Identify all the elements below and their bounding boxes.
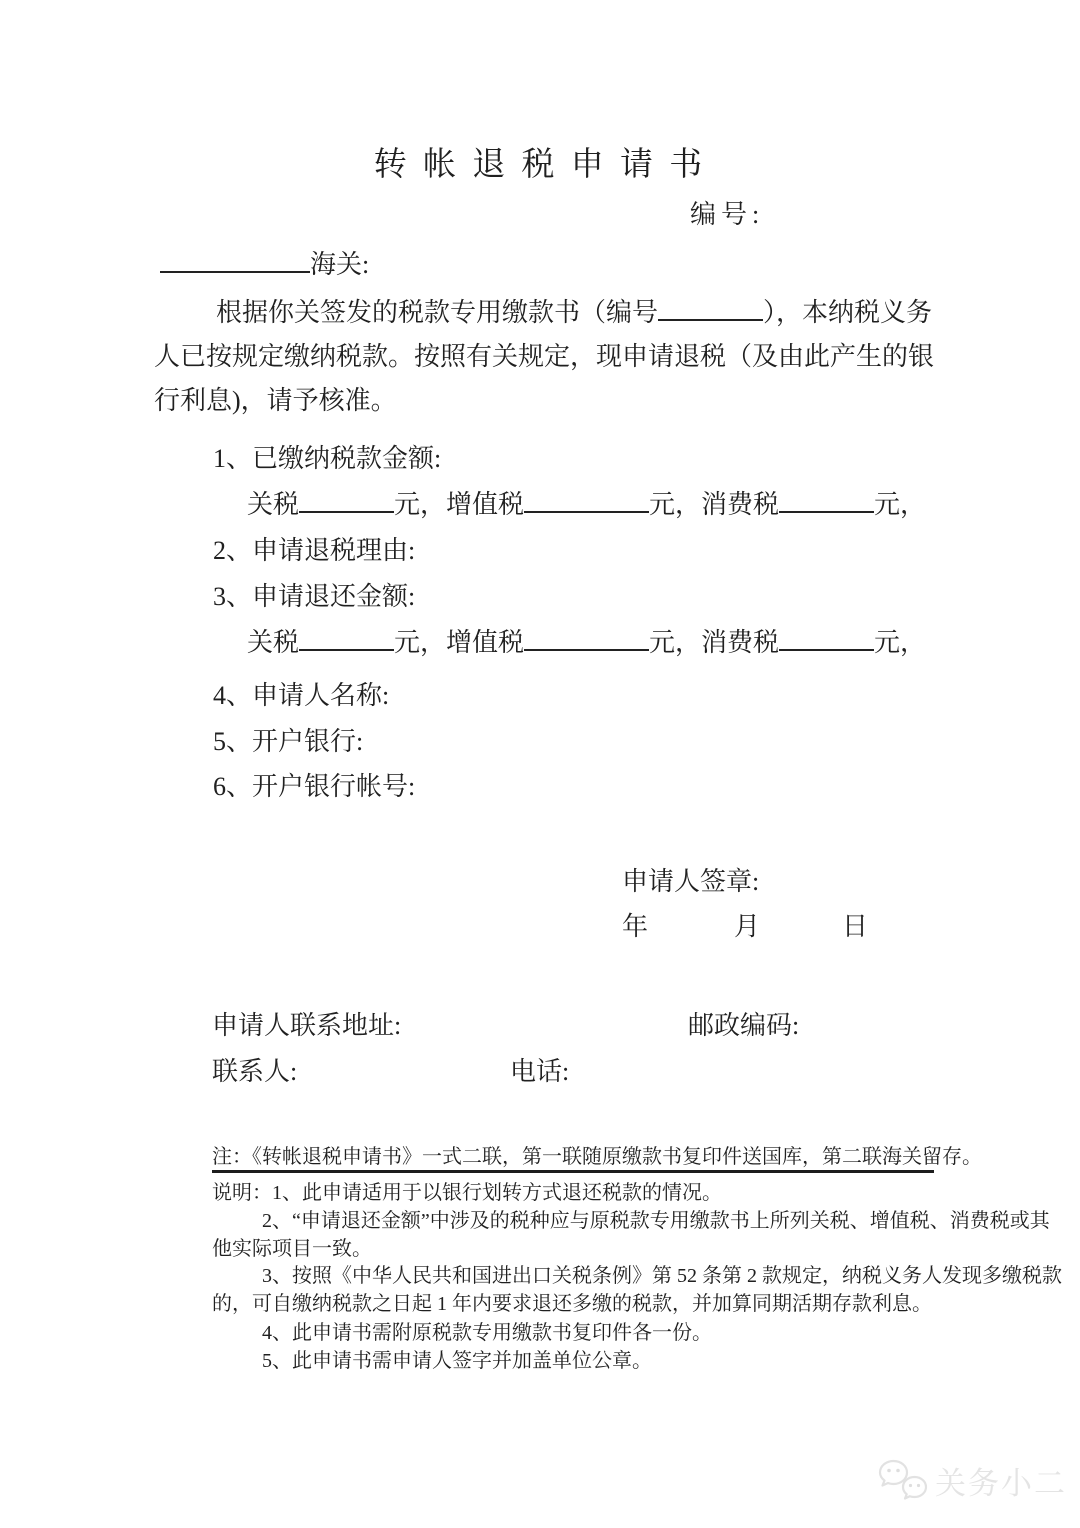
customs-salutation (160, 249, 369, 280)
customs-duty-label: 关税 (247, 490, 300, 519)
paid-consumption-tax-blank (779, 509, 874, 513)
wechat-chat-bubbles-icon (876, 1459, 930, 1503)
item-refund-reason: 2、申请退税理由: (213, 536, 416, 565)
intro-line-1 (216, 297, 932, 328)
item-refund-amount: 3、申请退还金额: (213, 582, 416, 611)
postcode-label: 邮政编码: (688, 1011, 800, 1040)
intro-line-3: 行利息)，请予核准。 (154, 386, 397, 415)
month-label: 月 (734, 912, 761, 941)
item-applicant-name: 4、申请人名称: (213, 681, 390, 710)
paid-tax-amount-row (247, 489, 926, 520)
contact-person-label: 联系人: (212, 1057, 298, 1086)
yuan-trailing: 元， (874, 628, 927, 657)
paid-customs-duty-blank (299, 509, 394, 513)
remark-2-line-1: 2、“申请退还金额”中涉及的税种应与原税款专用缴款书上所列关税、增值税、消费税或其 (262, 1210, 1050, 1232)
refund-consumption-tax-blank (779, 647, 874, 651)
watermark-text: 关务小二 (935, 1466, 1067, 1501)
vat-label: 元，增值税 (394, 490, 525, 519)
customs-label: 海关: (310, 250, 370, 279)
refund-tax-amount-row (247, 627, 926, 658)
document-number-label: 编号: (690, 200, 765, 229)
item-bank-name: 5、开户银行: (213, 727, 364, 756)
date-line (622, 911, 868, 942)
remark-3-line-1: 3、按照《中华人民共和国进出口关税条例》第 52 条第 2 款规定，纳税义务人发现多缴税款 (262, 1265, 1062, 1287)
intro-line-2: 人已按规定缴纳税款。按照有关规定，现申请退税（及由此产生的银 (154, 342, 935, 371)
remark-5: 5、此申请书需申请人签字并加盖单位公章。 (262, 1350, 652, 1372)
item-paid-tax-amount: 1、已缴纳税款金额: (213, 444, 442, 473)
page-title: 转 帐 退 税 申 请 书 (373, 147, 707, 183)
consumption-tax-label: 元，消费税 (649, 490, 780, 519)
customs-duty-label: 关税 (247, 628, 300, 657)
note-separator-line (212, 1170, 934, 1173)
intro-line-1-text: 根据你关签发的税款专用缴款书（编号 (216, 298, 659, 327)
contact-address-label: 申请人联系地址: (212, 1011, 402, 1040)
watermark (876, 1458, 1067, 1503)
applicant-signature-label: 申请人签章: (622, 867, 760, 896)
item-bank-account: 6、开户银行帐号: (213, 772, 416, 801)
copies-note: 注：《转帐退税申请书》一式二联，第一联随原缴款书复印件送国库，第二联海关留存。 (212, 1146, 982, 1168)
paid-vat-blank (524, 509, 649, 513)
vat-label: 元，增值税 (394, 628, 525, 657)
remark-3-line-2: 的，可自缴纳税款之日起 1 年内要求退还多缴的税款，并加算同期活期存款利息。 (212, 1293, 932, 1315)
phone-label: 电话: (510, 1057, 570, 1086)
refund-customs-duty-blank (299, 647, 394, 651)
day-label: 日 (842, 912, 869, 941)
remark-1: 说明：1、此申请适用于以银行划转方式退还税款的情况。 (212, 1182, 722, 1204)
customs-name-blank (160, 269, 310, 273)
payment-book-number-blank (658, 317, 763, 321)
consumption-tax-label: 元，消费税 (649, 628, 780, 657)
year-label: 年 (622, 912, 649, 941)
refund-vat-blank (524, 647, 649, 651)
intro-line-1-tail: ），本纳税义务 (763, 298, 933, 327)
yuan-trailing: 元， (874, 490, 927, 519)
remark-4: 4、此申请书需附原税款专用缴款书复印件各一份。 (262, 1322, 712, 1344)
remark-2-line-2: 他实际项目一致。 (212, 1238, 372, 1260)
